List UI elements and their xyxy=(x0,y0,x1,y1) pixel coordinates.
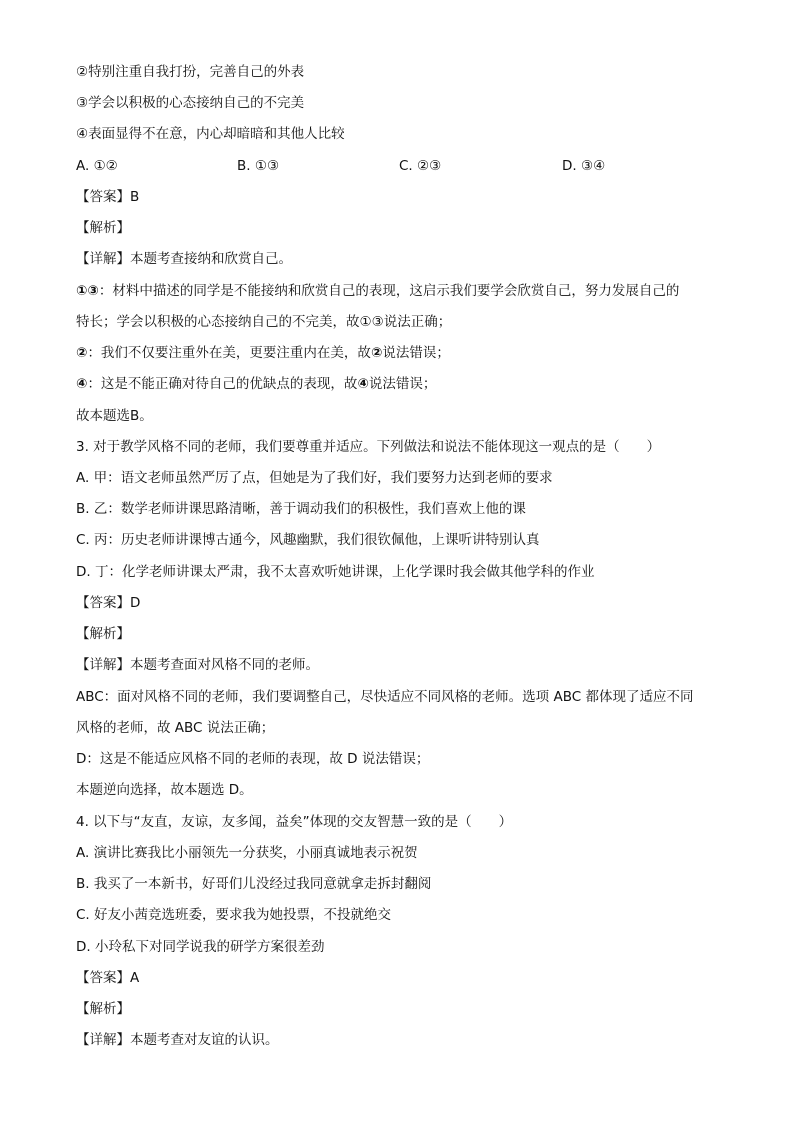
explanation-line-4 xyxy=(76,374,734,394)
question-4-option-d: D. 小玲私下对同学说我的研学方案很差劲 xyxy=(76,939,325,955)
question-3-detail xyxy=(76,655,734,675)
explanation-text-end: 说法错误； xyxy=(368,376,437,392)
question-3-stem: 3. 对于教学风格不同的老师，我们要尊重并适应。下列做法和说法不能体现这一观点的是（ ） xyxy=(76,439,661,455)
answer-value: B xyxy=(130,189,140,205)
explanation-text: ：我们不仅要注重外在美，更要注重内在美，故 xyxy=(87,345,371,361)
question-3-analysis-tag: 【解析】 xyxy=(76,626,130,642)
explanation-line-2: 特长；学会以积极的心态接纳自己的不完美，故①③说法正确； xyxy=(76,314,452,330)
detail-text: 本题考查面对风格不同的老师。 xyxy=(130,657,319,673)
explanation-marker-inline: ④ xyxy=(357,376,369,392)
answer-tag: 【答案】 xyxy=(76,970,130,986)
explanation-text-end: 说法错误； xyxy=(382,345,450,361)
question-4-option-c: C. 好友小茜竞选班委，要求我为她投票，不投就绝交 xyxy=(76,907,392,923)
question-3-option-a: A. 甲：语文老师虽然严厉了点，但她是为了我们好，我们要努力达到老师的要求 xyxy=(76,470,553,486)
explanation-marker: ② xyxy=(76,345,88,361)
question-3-option-b: B. 乙：数学老师讲课思路清晰，善于调动我们的积极性，我们喜欢上他的课 xyxy=(76,501,526,517)
question-3-option-d: D. 丁：化学老师讲课太严肃，我不太喜欢听她讲课，上化学课时我会做其他学科的作业 xyxy=(76,564,595,580)
question-3-option-c: C. 丙：历史老师讲课博古通今，风趣幽默，我们很钦佩他，上课听讲特别认真 xyxy=(76,532,540,548)
question-4-stem: 4. 以下与“友直，友谅，友多闻，益矣”体现的交友智慧一致的是（ ） xyxy=(76,814,513,830)
explanation-line-3 xyxy=(76,343,734,363)
choice-b: B. ①③ xyxy=(237,158,280,174)
question-3-explanation-2: D：这是不能适应风格不同的老师的表现，故 D 说法错误； xyxy=(76,751,430,767)
analysis-tag: 【解析】 xyxy=(76,220,130,236)
explanation-marker: ①③ xyxy=(76,283,99,299)
answer-tag: 【答案】 xyxy=(76,595,130,611)
answer-line xyxy=(76,187,734,207)
explanation-marker-inline: ② xyxy=(370,345,383,361)
answer-value: D xyxy=(130,595,141,611)
option-item-2: ②特别注重自我打扮，完善自己的外表 xyxy=(76,64,305,80)
explanation-marker: ④ xyxy=(76,376,88,392)
question-3-conclusion: 本题逆向选择，故本题选 D。 xyxy=(76,782,253,798)
question-3-explanation-1b: 风格的老师，故 ABC 说法正确； xyxy=(76,720,275,736)
detail-tag: 【详解】 xyxy=(76,1032,130,1048)
answer-tag: 【答案】 xyxy=(76,189,130,205)
detail-tag: 【详解】 xyxy=(76,657,130,673)
detail-text: 本题考查接纳和欣赏自己。 xyxy=(130,251,292,267)
detail-line xyxy=(76,249,734,269)
explanation-text: ：这是不能正确对待自己的优缺点的表现，故 xyxy=(87,376,358,392)
question-4-detail xyxy=(76,1030,734,1050)
question-4-answer xyxy=(76,968,734,988)
explanation-text: ：材料中描述的同学是不能接纳和欣赏自己的表现，这启示我们要学会欣赏自己，努力发展自己的 xyxy=(98,283,680,299)
question-3-explanation-1: ABC：面对风格不同的老师，我们要调整自己，尽快适应不同风格的老师。选项 ABC 都体现了适应不同 xyxy=(76,689,694,705)
choice-d: D. ③④ xyxy=(562,158,606,174)
choice-a: A. ①② xyxy=(76,158,118,174)
detail-text: 本题考查对友谊的认识。 xyxy=(130,1032,279,1048)
answer-value: A xyxy=(130,970,140,986)
detail-tag: 【详解】 xyxy=(76,251,130,267)
question-3-answer xyxy=(76,593,734,613)
conclusion-line: 故本题选B。 xyxy=(76,408,153,424)
question-4-analysis-tag: 【解析】 xyxy=(76,1001,130,1017)
explanation-line-1 xyxy=(76,281,734,301)
option-item-3: ③学会以积极的心态接纳自己的不完美 xyxy=(76,95,305,111)
option-item-4: ④表面显得不在意，内心却暗暗和其他人比较 xyxy=(76,126,345,142)
question-4-option-b: B. 我买了一本新书，好哥们儿没经过我同意就拿走拆封翻阅 xyxy=(76,876,432,892)
question-4-option-a: A. 演讲比赛我比小丽领先一分获奖，小丽真诚地表示祝贺 xyxy=(76,845,418,861)
choice-c: C. ②③ xyxy=(399,158,442,174)
